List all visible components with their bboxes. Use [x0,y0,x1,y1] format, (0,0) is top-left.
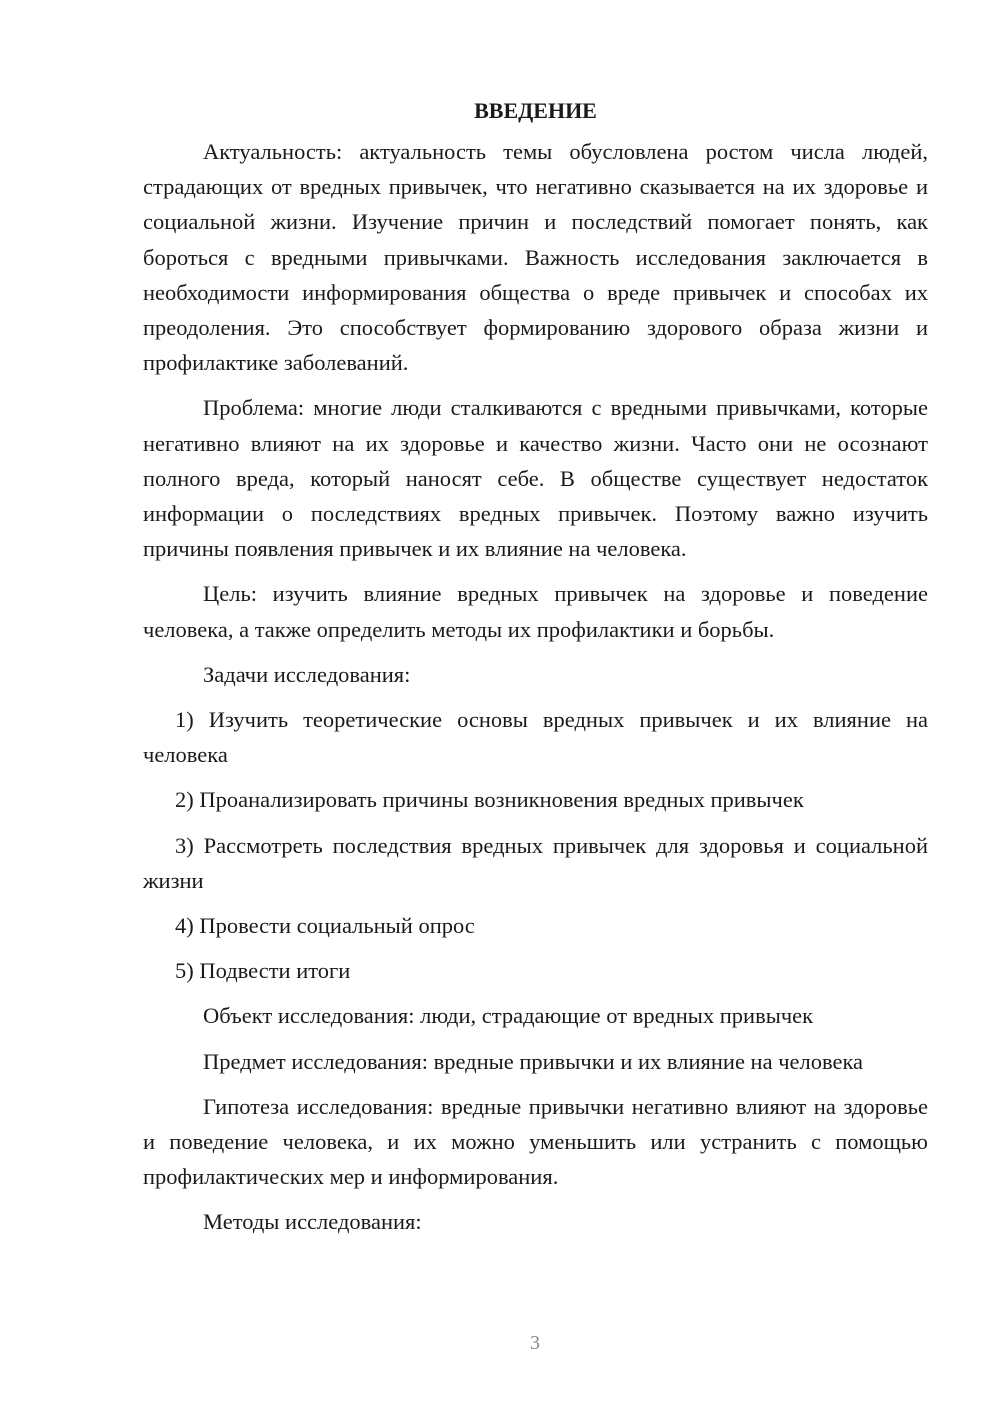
task-item: 4) Провести социальный опрос [175,913,475,939]
task-item: 5) Подвести итоги [175,958,351,984]
problem-paragraph: Проблема: многие люди сталкиваются с вредными привычками, которые негативно влияют на их здоровье и качество жизни. Часто они не осознают полного вреда, который наносят себе. В обществе существует недостаток информации о последствиях вредных привычек. Поэтому важно изучить причины появления привычек и их влияние на человека. [143,395,928,562]
relevance-paragraph: Актуальность: актуальность темы обусловлена ростом числа людей, страдающих от вредных привычек, что негативно сказывается на их здоровье и социальной жизни. Изучение причин и последствий помогает понять, как бороться с вредными привычками. Важность исследования заключается в необходимости информирования общества о вреде привычек и способах их преодоления. Это способствует формированию здорового образа жизни и профилактике заболеваний. [143,139,928,376]
task-item: 3) Рассмотреть последствия вредных привычек для здоровья и социальной жизни [143,832,928,893]
subject-paragraph: Предмет исследования: вредные привычки и их влияние на человека [203,1048,864,1074]
task-item: 2) Проанализировать причины возникновения вредных привычек [175,787,804,813]
document-page [143,96,928,1250]
hypothesis-paragraph: Гипотеза исследования: вредные привычки негативно влияют на здоровье и поведение человека, и их можно уменьшить или устранить с помощью профилактических мер и информирования. [143,1093,928,1190]
page-number: 3 [530,1332,540,1354]
methods-heading: Методы исследования: [203,1209,422,1235]
goal-paragraph: Цель: изучить влияние вредных привычек на здоровье и поведение человека, а также определить методы их профилактики и борьбы. [143,581,928,642]
object-paragraph: Объект исследования: люди, страдающие от вредных привычек [203,1003,814,1029]
section-title: ВВЕДЕНИЕ [474,98,597,123]
tasks-heading: Задачи исследования: [203,661,411,687]
task-item: 1) Изучить теоретические основы вредных привычек и их влияние на человека [143,707,928,768]
